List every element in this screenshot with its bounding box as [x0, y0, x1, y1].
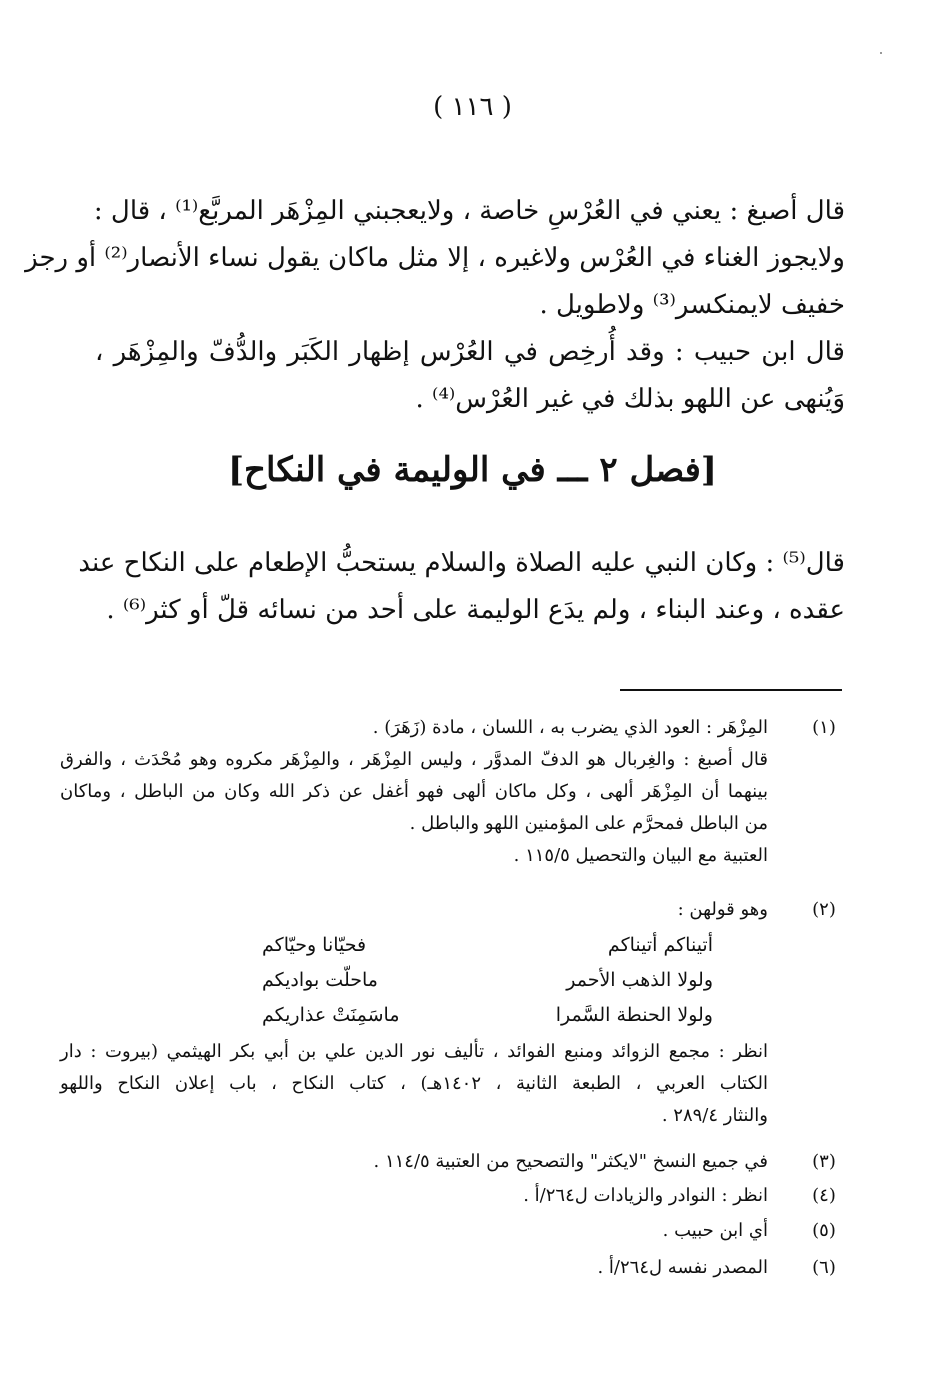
- footnote-line: بينهما أن المِزْهَر ألهى ، وكل ماكان ألهى فهو أغفل عن ذكر الله وكان من الباطل ، وماكان: [60, 781, 768, 802]
- footnote-number: (٥): [812, 1220, 836, 1241]
- verse-hemistich-right: ولولا الحنطة السَّمرا: [555, 1004, 713, 1026]
- footnote-line: من الباطل فمحرَّم على المؤمنين اللهو والباطل .: [409, 813, 768, 834]
- footnote-1: [60, 712, 840, 872]
- footnote-line: الكتاب العربي ، الطبعة الثانية ، ١٤٠٢هـ) ، كتاب النكاح ، باب إعلان النكاح واللهو: [60, 1073, 769, 1094]
- footnote-4: [60, 1180, 840, 1212]
- footnote-line: وهو قولهن :: [677, 899, 768, 920]
- paragraph-asbagh: [25, 188, 845, 329]
- verse-hemistich-left: ماسَمِنَتْ عذاريكم: [262, 1004, 400, 1026]
- footnote-line: في جميع النسخ "لايكثر" والتصحيح من العتبية ١١٤/٥ .: [373, 1151, 768, 1172]
- footnote-line: قال أصبغ : والغِربال هو الدفّ المدوَّر ، وليس المِزْهَر ، والمِزْهَر مكروه وهو مُحْدَث ، والفرق: [60, 749, 768, 770]
- footnote-line: والنثار ٢٨٩/٤ .: [661, 1105, 768, 1126]
- text-line: قال أصبغ : يعني في العُرْسِ خاصة ، ولايعجبني المِزْهَر المربَّع⁽¹⁾ ، قال :: [93, 196, 845, 226]
- verse-hemistich-left: فحيّانا وحيّاكم: [262, 934, 367, 956]
- footnote-number: (٢): [812, 899, 836, 920]
- text-line: قال⁽⁵⁾ : وكان النبي عليه الصلاة والسلام يستحبُّ الإطعام على النكاح عند: [78, 548, 845, 578]
- footnote-separator: [620, 689, 842, 691]
- footnote-number: (٤): [812, 1185, 836, 1206]
- footnote-line: المِزْهَر : العود الذي يضرب به ، اللسان ، مادة (زَهَرَ) .: [372, 717, 768, 738]
- footnote-5: [60, 1215, 840, 1247]
- footnote-number: (٦): [812, 1257, 836, 1278]
- verse-hemistich-right: أتيناكم أتيناكم: [607, 934, 713, 956]
- page-number: ( ١١٦ ): [433, 92, 512, 122]
- footnote-number: (٣): [812, 1151, 836, 1172]
- text-line: عقده ، وعند البناء ، ولم يدَع الوليمة على أحد من نسائه قلّ أو كثر⁽⁶⁾ .: [106, 595, 845, 625]
- footnote-2: [60, 894, 840, 926]
- footnote-line: انظر : مجمع الزوائد ومنبع الفوائد ، تأليف نور الدين علي بن أبي بكر الهيثمي (بيروت : دار: [60, 1041, 768, 1062]
- section-heading: [فصل ٢ ـــ في الوليمة في النكاح]: [227, 450, 718, 490]
- footnote-6: [60, 1252, 840, 1284]
- verse-hemistich-right: ولولا الذهب الأحمر: [566, 969, 713, 991]
- text-line: خفيف لايمنكسر⁽³⁾ ولاطويل .: [539, 290, 845, 320]
- text-line: وَيُنهى عن اللهو بذلك في غير العُرْس⁽⁴⁾ .: [415, 384, 845, 414]
- text-line: قال ابن حبيب : وقد أُرخِص في العُرْس إظهار الكَبَر والدُّفّ والمِزْهَر ،: [95, 337, 845, 367]
- paragraph-ibn-habib: [95, 329, 845, 423]
- verse-hemistich-left: ماحلّت بواديكم: [262, 969, 378, 991]
- footnote-number: (١): [812, 717, 836, 738]
- text-line: ولايجوز الغناء في العُرْس ولاغيره ، إلا مثل ماكان يقول نساء الأنصار⁽²⁾ أو رجز: [25, 243, 845, 273]
- paragraph-walima: [78, 540, 845, 634]
- footnote-2-reference: [60, 1036, 840, 1132]
- footnote-3: [60, 1146, 840, 1178]
- footnote-line: المصدر نفسه ل٢٦٤/أ .: [597, 1257, 768, 1278]
- footnote-line: أي ابن حبيب .: [662, 1220, 768, 1241]
- scan-speck: [880, 52, 882, 54]
- footnote-line: العتبية مع البيان والتحصيل ١١٥/٥ .: [513, 845, 768, 866]
- footnote-line: انظر : النوادر والزيادات ل٢٦٤/أ .: [523, 1185, 768, 1206]
